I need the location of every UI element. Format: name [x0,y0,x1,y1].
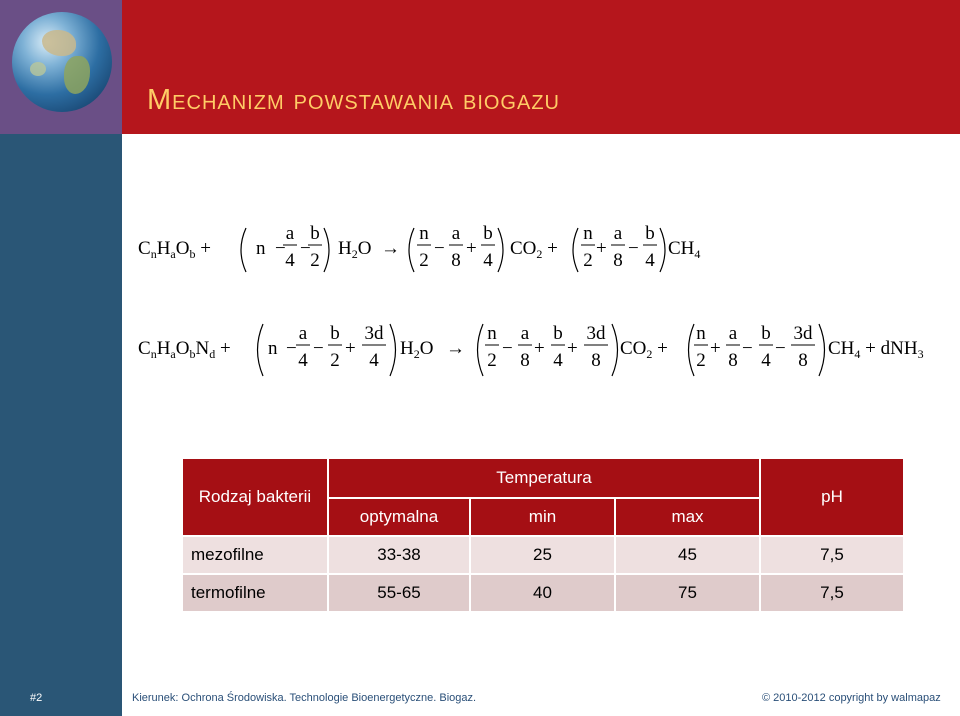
svg-text:+: + [466,238,477,259]
footer-course: Kierunek: Ochrona Środowiska. Technologie Bioenergetyczne. Biogaz. [132,692,477,704]
svg-text:CH4 + dNH3: $CH_4 + dNH_3$ [828,338,924,361]
svg-text:a: a [520,323,530,344]
svg-text:−: − [286,338,297,359]
svg-text:CH4: $CH_4$ [668,238,701,261]
slide-title [147,84,560,117]
sidebar-top-block [0,0,122,134]
svg-text:a: a [613,223,623,244]
svg-text:n: n [256,238,266,259]
svg-text:8: 8 [520,350,530,371]
svg-text:CnHaObNd +: $C_nH_aO_bN_d$ + [138,338,231,361]
cell-min: 40 [470,574,615,612]
svg-text:n: n [419,223,429,244]
header-min: min [470,498,615,536]
header-optimal: optymalna [328,498,470,536]
svg-text:n: n [696,323,706,344]
svg-text:3d: 3d [586,323,606,344]
table-row [182,536,904,574]
globe-icon [12,12,112,112]
cell-ph: 7,5 [760,574,904,612]
svg-text:b: b [310,223,320,244]
svg-text:n: n [268,338,278,359]
svg-text:b: b [761,323,771,344]
bacteria-table [181,457,905,613]
svg-text:−: − [775,338,786,359]
svg-text:−: − [434,238,445,259]
svg-text:3d: 3d [793,323,813,344]
svg-text:2: 2 [330,350,340,371]
svg-text:−: − [313,338,324,359]
svg-text:4: 4 [761,350,771,371]
footer-copyright: © 2010-2012 copyright by walmapaz [762,692,941,704]
svg-text:b: b [483,223,493,244]
svg-text:+: + [345,338,356,359]
cell-name: mezofilne [182,536,328,574]
svg-text:H2O: $H_2O$ [400,338,434,361]
svg-text:4: 4 [645,250,655,271]
svg-text:2: 2 [419,250,429,271]
cell-name: termofilne [182,574,328,612]
header-temperature: Temperatura [328,458,760,498]
svg-text:−: − [502,338,513,359]
svg-text:4: 4 [483,250,493,271]
svg-text:+: + [596,238,607,259]
svg-text:CnHaOb +: $C_nH_aO_b$ + [138,238,211,261]
cell-ph: 7,5 [760,536,904,574]
svg-text:−: − [300,238,311,259]
svg-text:H2O: $H_2O$ [338,238,372,261]
svg-text:n: n [583,223,593,244]
svg-text:b: b [330,323,340,344]
svg-text:CO2 +: $CO_2$ + [510,238,558,261]
svg-text:3d: 3d [364,323,384,344]
svg-text:+: + [567,338,578,359]
svg-text:8: 8 [728,350,738,371]
svg-text:a: a [451,223,461,244]
svg-text:2: 2 [583,250,593,271]
svg-text:+: + [710,338,721,359]
svg-text:+: + [534,338,545,359]
svg-text:8: 8 [613,250,623,271]
svg-text:−: − [742,338,753,359]
svg-text:−: − [275,238,286,259]
formula-1-svg [138,218,838,278]
header-max: max [615,498,760,536]
svg-text:8: 8 [451,250,461,271]
svg-text:b: b [553,323,563,344]
svg-text:n: n [487,323,497,344]
svg-text:2: 2 [487,350,497,371]
svg-text:a: a [285,223,295,244]
svg-text:2: 2 [310,250,320,271]
formula-2-svg [138,318,938,378]
slide-number: #2 [30,692,43,704]
cell-optimal: 33-38 [328,536,470,574]
svg-text:→: → [446,338,465,359]
cell-min: 25 [470,536,615,574]
svg-text:−: − [628,238,639,259]
svg-text:4: 4 [369,350,379,371]
formula-2 [138,318,938,384]
svg-text:4: 4 [298,350,308,371]
svg-text:8: 8 [798,350,808,371]
cell-optimal: 55-65 [328,574,470,612]
slide-title-text: Mechanizm powstawania biogazu [147,84,560,116]
svg-text:b: b [645,223,655,244]
cell-max: 45 [615,536,760,574]
svg-text:a: a [298,323,308,344]
table-row [182,574,904,612]
cell-max: 75 [615,574,760,612]
svg-text:4: 4 [553,350,563,371]
header-ph: pH [760,458,904,536]
svg-text:4: 4 [285,250,295,271]
header-bacteria: Rodzaj bakterii [182,458,328,536]
svg-text:8: 8 [591,350,601,371]
svg-text:→: → [381,238,400,259]
svg-text:CO2 +: $CO_2$ + [620,338,668,361]
svg-text:a: a [728,323,738,344]
svg-text:2: 2 [696,350,706,371]
formula-1 [138,218,838,284]
